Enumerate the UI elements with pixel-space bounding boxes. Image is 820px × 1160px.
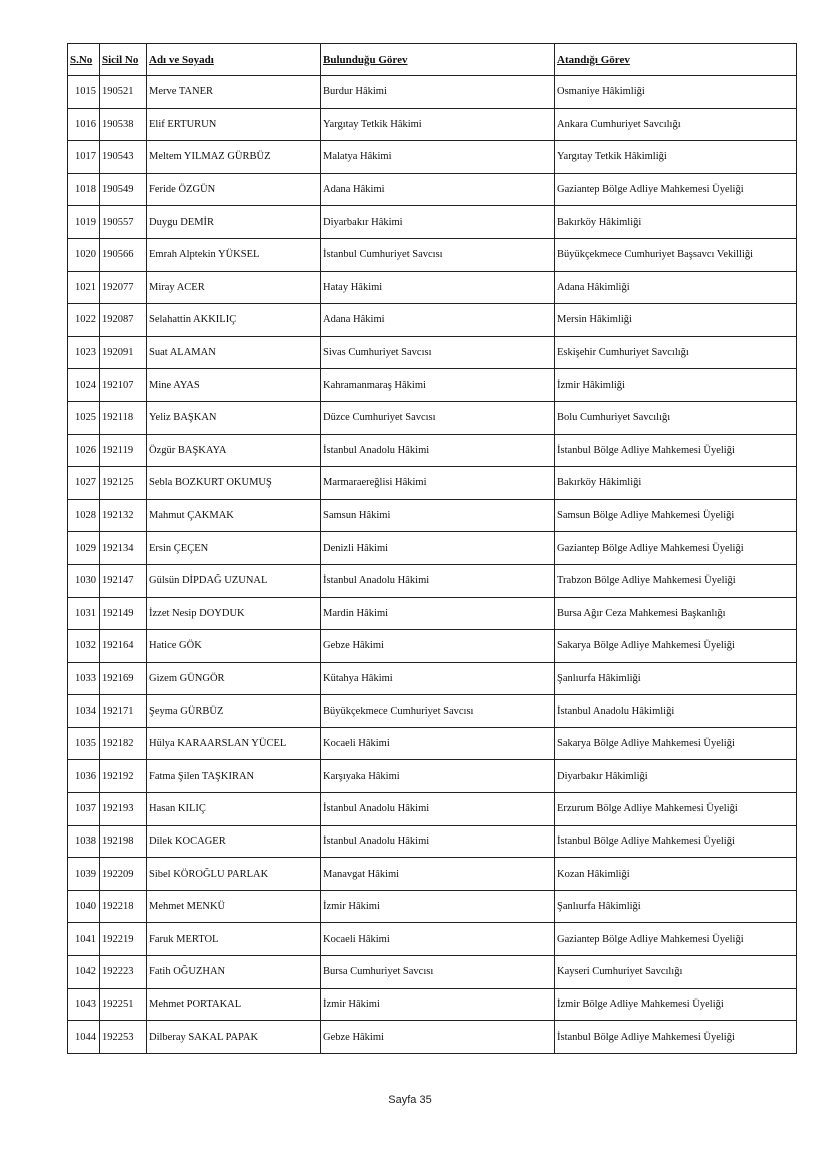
cell-current-position: Burdur Hâkimi — [321, 76, 555, 109]
cell-name: Gülsün DİPDAĞ UZUNAL — [147, 564, 321, 597]
cell-sno: 1015 — [68, 76, 100, 109]
table-row — [68, 564, 797, 597]
cell-name: Fatih OĞUZHAN — [147, 956, 321, 989]
table-row — [68, 434, 797, 467]
cell-sicil-no: 192087 — [100, 304, 147, 337]
table-row — [68, 467, 797, 500]
cell-name: Feride ÖZGÜN — [147, 173, 321, 206]
cell-sicil-no: 192091 — [100, 336, 147, 369]
cell-assigned-position: İzmir Bölge Adliye Mahkemesi Üyeliği — [555, 988, 797, 1021]
table-row — [68, 695, 797, 728]
cell-assigned-position: Sakarya Bölge Adliye Mahkemesi Üyeliği — [555, 727, 797, 760]
cell-name: Mehmet PORTAKAL — [147, 988, 321, 1021]
header-assigned-position: Atandığı Görev — [555, 44, 797, 76]
cell-sno: 1016 — [68, 108, 100, 141]
cell-sicil-no: 192077 — [100, 271, 147, 304]
cell-sicil-no: 192169 — [100, 662, 147, 695]
cell-assigned-position: Yargıtay Tetkik Hâkimliği — [555, 141, 797, 174]
cell-current-position: İstanbul Anadolu Hâkimi — [321, 434, 555, 467]
cell-sicil-no: 190521 — [100, 76, 147, 109]
table-row — [68, 499, 797, 532]
cell-sno: 1044 — [68, 1021, 100, 1054]
cell-sicil-no: 192209 — [100, 858, 147, 891]
cell-sno: 1039 — [68, 858, 100, 891]
cell-sno: 1031 — [68, 597, 100, 630]
cell-current-position: Denizli Hâkimi — [321, 532, 555, 565]
cell-current-position: Düzce Cumhuriyet Savcısı — [321, 401, 555, 434]
table-row — [68, 858, 797, 891]
cell-assigned-position: Adana Hâkimliği — [555, 271, 797, 304]
cell-name: Gizem GÜNGÖR — [147, 662, 321, 695]
cell-name: Meltem YILMAZ GÜRBÜZ — [147, 141, 321, 174]
cell-sno: 1033 — [68, 662, 100, 695]
cell-name: Suat ALAMAN — [147, 336, 321, 369]
cell-name: Hatice GÖK — [147, 630, 321, 663]
cell-current-position: İzmir Hâkimi — [321, 988, 555, 1021]
cell-sicil-no: 192149 — [100, 597, 147, 630]
table-row — [68, 304, 797, 337]
cell-current-position: Mardin Hâkimi — [321, 597, 555, 630]
cell-sno: 1032 — [68, 630, 100, 663]
cell-sicil-no: 192251 — [100, 988, 147, 1021]
cell-name: Elif ERTURUN — [147, 108, 321, 141]
cell-sno: 1027 — [68, 467, 100, 500]
cell-sicil-no: 192198 — [100, 825, 147, 858]
cell-name: Dilberay SAKAL PAPAK — [147, 1021, 321, 1054]
cell-sicil-no: 190538 — [100, 108, 147, 141]
cell-sicil-no: 192218 — [100, 890, 147, 923]
page-number: Sayfa 35 — [388, 1094, 432, 1106]
cell-sno: 1034 — [68, 695, 100, 728]
cell-assigned-position: İstanbul Bölge Adliye Mahkemesi Üyeliği — [555, 825, 797, 858]
cell-current-position: Büyükçekmece Cumhuriyet Savcısı — [321, 695, 555, 728]
table-row — [68, 76, 797, 109]
cell-current-position: Karşıyaka Hâkimi — [321, 760, 555, 793]
cell-current-position: Samsun Hâkimi — [321, 499, 555, 532]
cell-name: Dilek KOCAGER — [147, 825, 321, 858]
cell-assigned-position: Samsun Bölge Adliye Mahkemesi Üyeliği — [555, 499, 797, 532]
cell-current-position: İstanbul Anadolu Hâkimi — [321, 564, 555, 597]
table-row — [68, 108, 797, 141]
cell-sno: 1042 — [68, 956, 100, 989]
cell-current-position: Kocaeli Hâkimi — [321, 923, 555, 956]
cell-current-position: İstanbul Anadolu Hâkimi — [321, 793, 555, 826]
cell-assigned-position: Erzurum Bölge Adliye Mahkemesi Üyeliği — [555, 793, 797, 826]
cell-sno: 1029 — [68, 532, 100, 565]
cell-sno: 1035 — [68, 727, 100, 760]
table-row — [68, 141, 797, 174]
cell-assigned-position: Gaziantep Bölge Adliye Mahkemesi Üyeliği — [555, 923, 797, 956]
cell-name: Miray ACER — [147, 271, 321, 304]
table-row — [68, 271, 797, 304]
cell-assigned-position: Mersin Hâkimliği — [555, 304, 797, 337]
cell-current-position: Sivas Cumhuriyet Savcısı — [321, 336, 555, 369]
cell-current-position: Yargıtay Tetkik Hâkimi — [321, 108, 555, 141]
cell-sicil-no: 190566 — [100, 238, 147, 271]
cell-current-position: Gebze Hâkimi — [321, 1021, 555, 1054]
cell-name: Merve TANER — [147, 76, 321, 109]
cell-sno: 1020 — [68, 238, 100, 271]
table-body — [68, 76, 797, 1054]
cell-current-position: İstanbul Anadolu Hâkimi — [321, 825, 555, 858]
cell-assigned-position: Bolu Cumhuriyet Savcılığı — [555, 401, 797, 434]
cell-assigned-position: Şanlıurfa Hâkimliği — [555, 662, 797, 695]
table-row — [68, 401, 797, 434]
cell-sicil-no: 190557 — [100, 206, 147, 239]
cell-sicil-no: 192147 — [100, 564, 147, 597]
cell-sno: 1043 — [68, 988, 100, 1021]
table-row — [68, 988, 797, 1021]
table-row — [68, 369, 797, 402]
header-row — [68, 44, 797, 76]
cell-sno: 1028 — [68, 499, 100, 532]
table-row — [68, 238, 797, 271]
cell-assigned-position: İstanbul Bölge Adliye Mahkemesi Üyeliği — [555, 1021, 797, 1054]
cell-sicil-no: 192182 — [100, 727, 147, 760]
cell-sicil-no: 192125 — [100, 467, 147, 500]
cell-current-position: Kocaeli Hâkimi — [321, 727, 555, 760]
cell-sno: 1017 — [68, 141, 100, 174]
cell-sicil-no: 190549 — [100, 173, 147, 206]
cell-current-position: Gebze Hâkimi — [321, 630, 555, 663]
cell-sno: 1022 — [68, 304, 100, 337]
table-row — [68, 1021, 797, 1054]
cell-name: Özgür BAŞKAYA — [147, 434, 321, 467]
cell-current-position: Diyarbakır Hâkimi — [321, 206, 555, 239]
cell-current-position: Adana Hâkimi — [321, 304, 555, 337]
cell-assigned-position: Ankara Cumhuriyet Savcılığı — [555, 108, 797, 141]
cell-assigned-position: İstanbul Anadolu Hâkimliği — [555, 695, 797, 728]
cell-current-position: Kahramanmaraş Hâkimi — [321, 369, 555, 402]
cell-sicil-no: 192132 — [100, 499, 147, 532]
cell-assigned-position: Eskişehir Cumhuriyet Savcılığı — [555, 336, 797, 369]
cell-name: Faruk MERTOL — [147, 923, 321, 956]
cell-assigned-position: Şanlıurfa Hâkimliği — [555, 890, 797, 923]
cell-name: Fatma Şilen TAŞKIRAN — [147, 760, 321, 793]
cell-name: Mahmut ÇAKMAK — [147, 499, 321, 532]
cell-assigned-position: İstanbul Bölge Adliye Mahkemesi Üyeliği — [555, 434, 797, 467]
cell-current-position: İstanbul Cumhuriyet Savcısı — [321, 238, 555, 271]
cell-assigned-position: Bursa Ağır Ceza Mahkemesi Başkanlığı — [555, 597, 797, 630]
cell-current-position: Malatya Hâkimi — [321, 141, 555, 174]
cell-current-position: Kütahya Hâkimi — [321, 662, 555, 695]
cell-name: Selahattin AKKILIÇ — [147, 304, 321, 337]
cell-sicil-no: 192107 — [100, 369, 147, 402]
cell-name: Yeliz BAŞKAN — [147, 401, 321, 434]
cell-name: Şeyma GÜRBÜZ — [147, 695, 321, 728]
cell-assigned-position: Bakırköy Hâkimliği — [555, 206, 797, 239]
cell-sicil-no: 192171 — [100, 695, 147, 728]
cell-current-position: Manavgat Hâkimi — [321, 858, 555, 891]
cell-sicil-no: 192134 — [100, 532, 147, 565]
cell-sno: 1038 — [68, 825, 100, 858]
table-row — [68, 890, 797, 923]
cell-name: Sebla BOZKURT OKUMUŞ — [147, 467, 321, 500]
cell-sno: 1019 — [68, 206, 100, 239]
cell-sicil-no: 192219 — [100, 923, 147, 956]
cell-assigned-position: Sakarya Bölge Adliye Mahkemesi Üyeliği — [555, 630, 797, 663]
table-row — [68, 727, 797, 760]
header-current-position: Bulunduğu Görev — [321, 44, 555, 76]
cell-name: Ersin ÇEÇEN — [147, 532, 321, 565]
cell-sno: 1036 — [68, 760, 100, 793]
cell-sicil-no: 192118 — [100, 401, 147, 434]
cell-current-position: Hatay Hâkimi — [321, 271, 555, 304]
cell-name: Sibel KÖROĞLU PARLAK — [147, 858, 321, 891]
cell-sno: 1041 — [68, 923, 100, 956]
cell-name: Mine AYAS — [147, 369, 321, 402]
cell-sno: 1021 — [68, 271, 100, 304]
cell-sicil-no: 192253 — [100, 1021, 147, 1054]
cell-sno: 1030 — [68, 564, 100, 597]
table-row — [68, 597, 797, 630]
table-header — [68, 44, 797, 76]
cell-name: Emrah Alptekin YÜKSEL — [147, 238, 321, 271]
cell-name: Hülya KARAARSLAN YÜCEL — [147, 727, 321, 760]
cell-current-position: Adana Hâkimi — [321, 173, 555, 206]
cell-sicil-no: 192193 — [100, 793, 147, 826]
assignment-table — [67, 43, 797, 1054]
cell-current-position: İzmir Hâkimi — [321, 890, 555, 923]
cell-sno: 1037 — [68, 793, 100, 826]
cell-sno: 1024 — [68, 369, 100, 402]
header-sno: S.No — [68, 44, 100, 76]
table-row — [68, 532, 797, 565]
cell-sicil-no: 190543 — [100, 141, 147, 174]
cell-assigned-position: Kozan Hâkimliği — [555, 858, 797, 891]
table-row — [68, 662, 797, 695]
table-row — [68, 173, 797, 206]
cell-sicil-no: 192192 — [100, 760, 147, 793]
cell-assigned-position: Büyükçekmece Cumhuriyet Başsavcı Vekilliği — [555, 238, 797, 271]
cell-current-position: Marmaraereğlisi Hâkimi — [321, 467, 555, 500]
cell-name: Duygu DEMİR — [147, 206, 321, 239]
header-sicil-no: Sicil No — [100, 44, 147, 76]
table-row — [68, 793, 797, 826]
cell-name: İzzet Nesip DOYDUK — [147, 597, 321, 630]
cell-sno: 1026 — [68, 434, 100, 467]
cell-sno: 1018 — [68, 173, 100, 206]
cell-name: Hasan KILIÇ — [147, 793, 321, 826]
cell-assigned-position: Kayseri Cumhuriyet Savcılığı — [555, 956, 797, 989]
cell-assigned-position: Diyarbakır Hâkimliği — [555, 760, 797, 793]
table-row — [68, 956, 797, 989]
cell-assigned-position: Trabzon Bölge Adliye Mahkemesi Üyeliği — [555, 564, 797, 597]
table-row — [68, 630, 797, 663]
cell-sno: 1025 — [68, 401, 100, 434]
cell-assigned-position: İzmir Hâkimliği — [555, 369, 797, 402]
cell-sicil-no: 192119 — [100, 434, 147, 467]
cell-sicil-no: 192223 — [100, 956, 147, 989]
table-row — [68, 923, 797, 956]
cell-assigned-position: Bakırköy Hâkimliği — [555, 467, 797, 500]
cell-sno: 1040 — [68, 890, 100, 923]
cell-sno: 1023 — [68, 336, 100, 369]
table-row — [68, 760, 797, 793]
table-row — [68, 206, 797, 239]
table-row — [68, 825, 797, 858]
table-row — [68, 336, 797, 369]
cell-assigned-position: Gaziantep Bölge Adliye Mahkemesi Üyeliği — [555, 532, 797, 565]
cell-name: Mehmet MENKÜ — [147, 890, 321, 923]
cell-sicil-no: 192164 — [100, 630, 147, 663]
cell-assigned-position: Gaziantep Bölge Adliye Mahkemesi Üyeliği — [555, 173, 797, 206]
header-name: Adı ve Soyadı — [147, 44, 321, 76]
cell-assigned-position: Osmaniye Hâkimliği — [555, 76, 797, 109]
cell-current-position: Bursa Cumhuriyet Savcısı — [321, 956, 555, 989]
